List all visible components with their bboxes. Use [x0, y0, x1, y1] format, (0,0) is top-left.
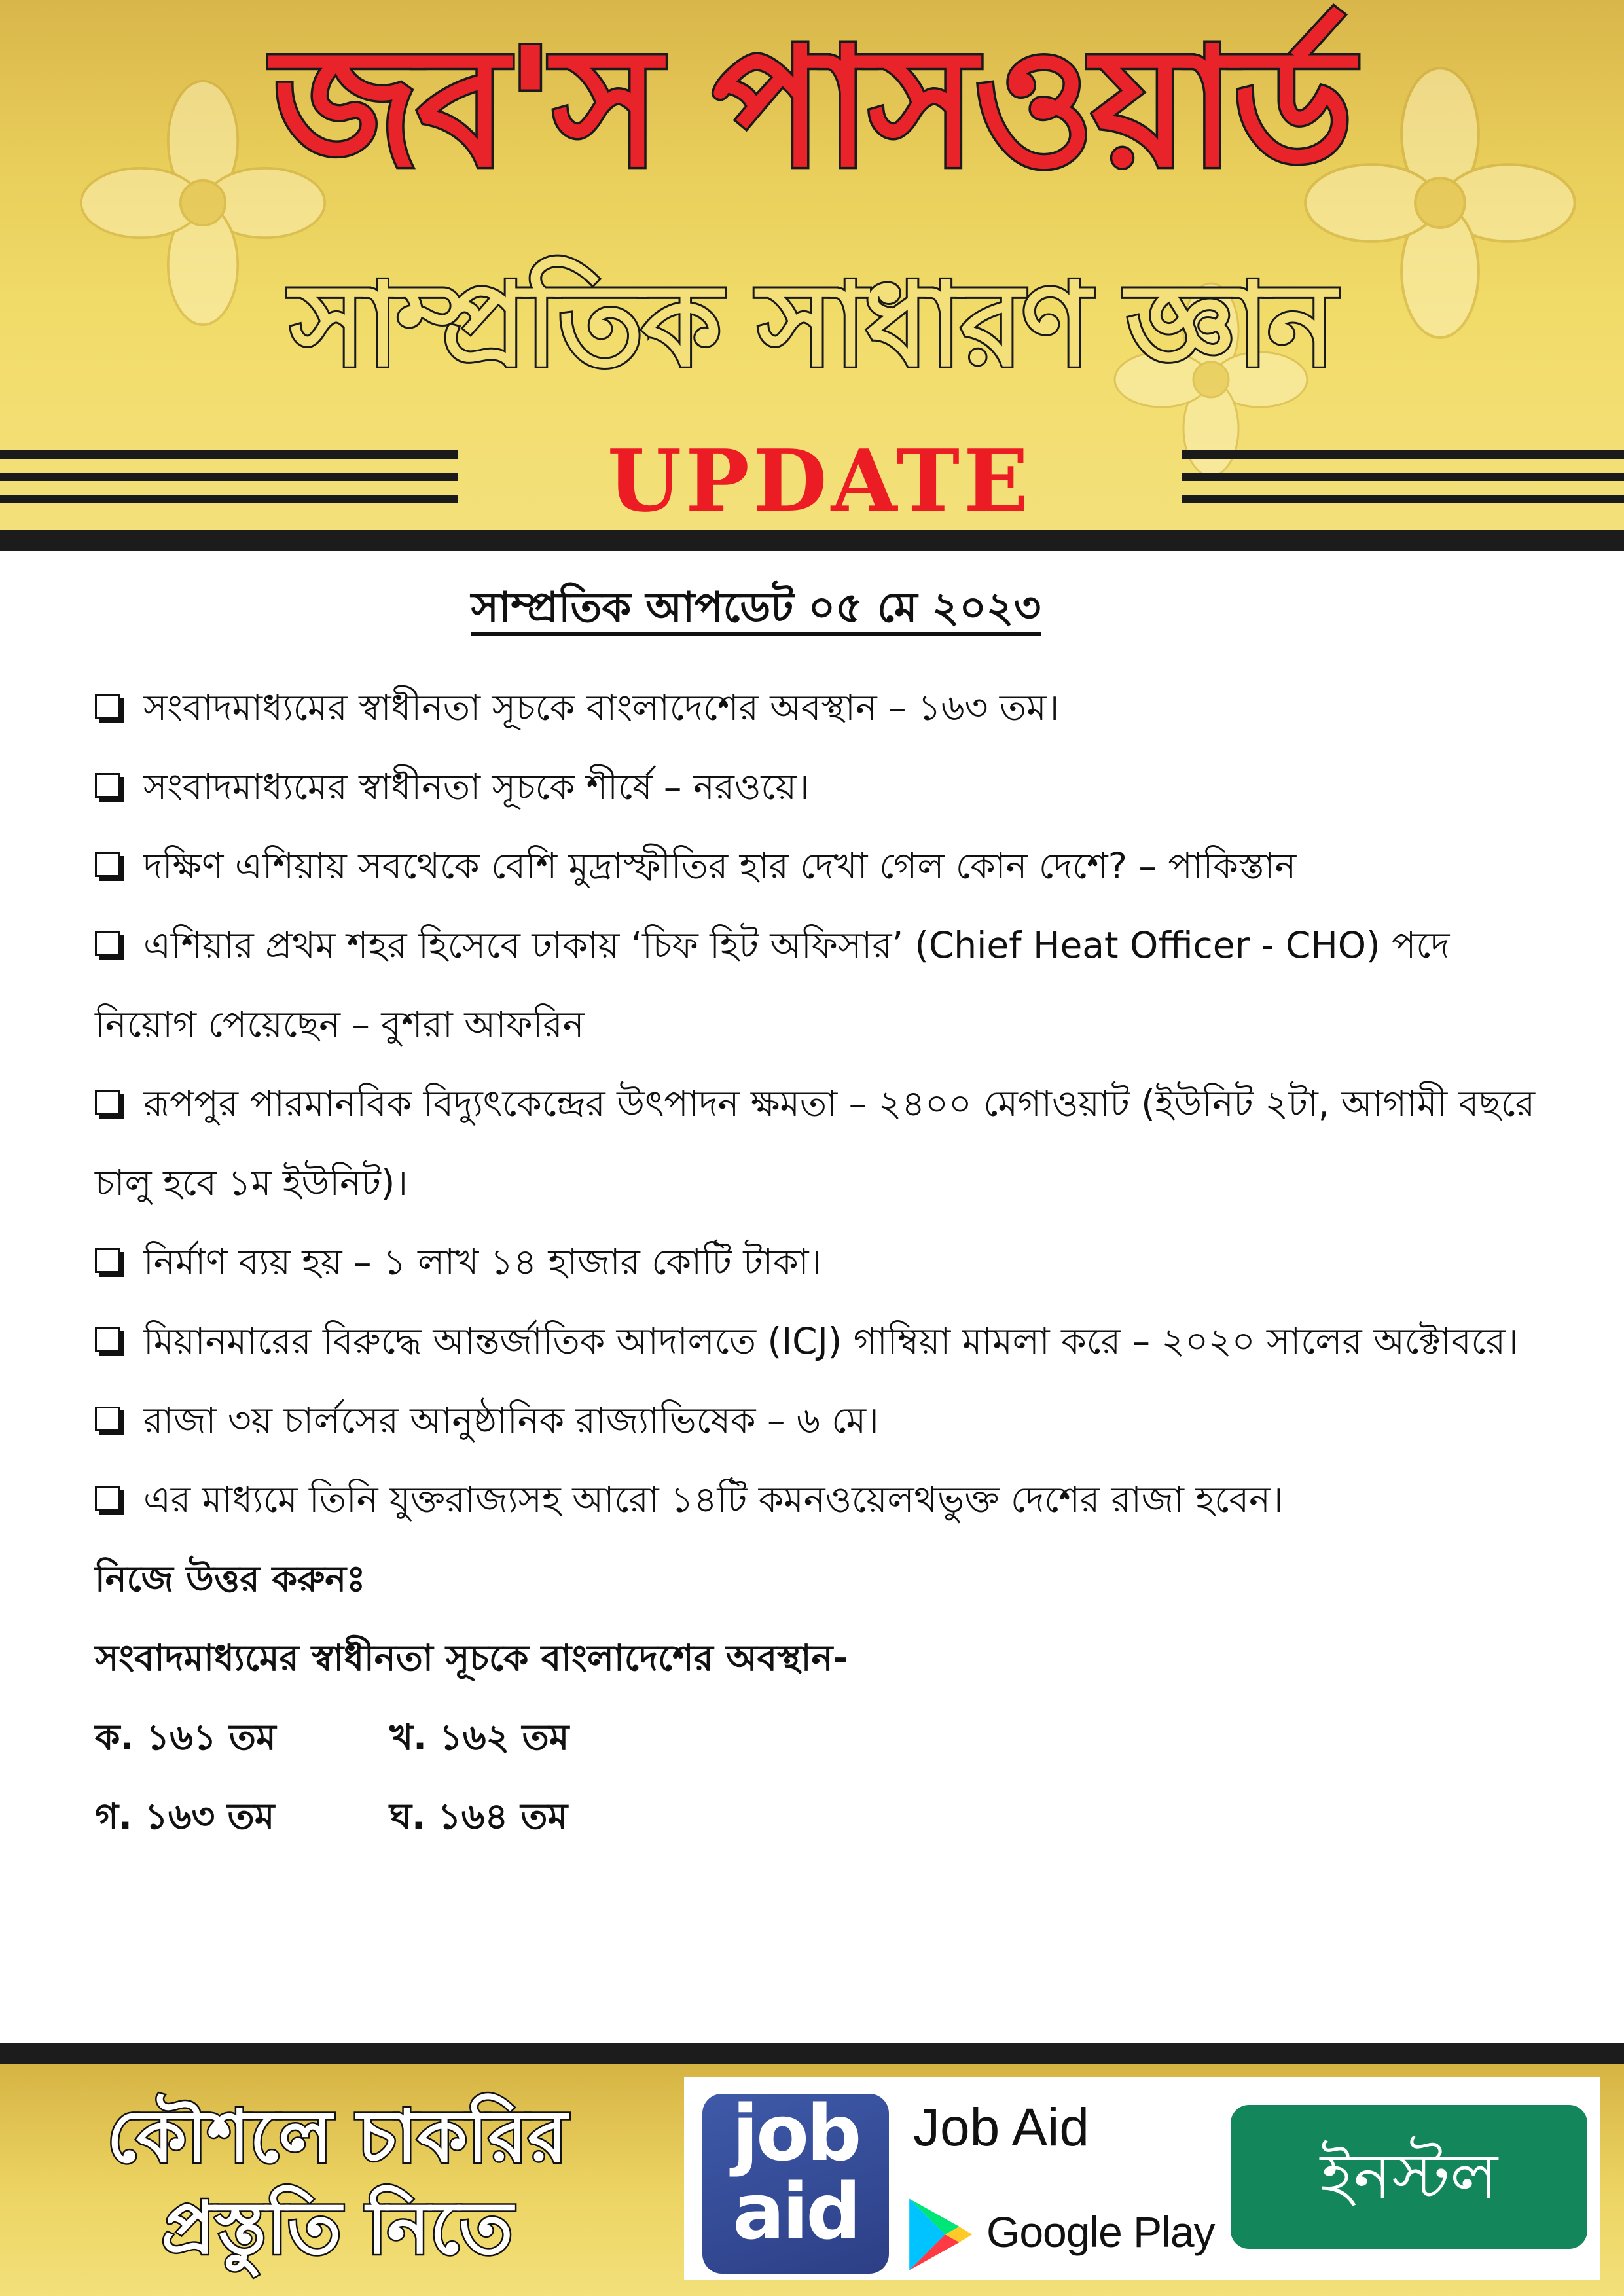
list-item: নির্মাণ ব্যয় হয় – ১ লাখ ১৪ হাজার কোটি টাকা।: [95, 1223, 1548, 1302]
stripes-left: [0, 450, 458, 509]
checkbox-bullet-icon: [95, 1486, 120, 1511]
checkbox-bullet-icon: [95, 931, 120, 956]
checkbox-bullet-icon: [95, 694, 120, 719]
quiz-option-a: ক. ১৬১ তম: [95, 1716, 276, 1758]
app-logo-bottom-text: aid: [732, 2166, 859, 2257]
quiz-option-d: ঘ. ১৬৪ তম: [389, 1795, 568, 1837]
list-item: রাজা ৩য় চার্লসের আনুষ্ঠানিক রাজ্যাভিষেক – ৬ মে।: [95, 1381, 1548, 1460]
brand-title: জব'স পাসওয়ার্ড: [273, 12, 1351, 203]
store-name: Google Play: [986, 2208, 1215, 2256]
footer-divider: [0, 2043, 1624, 2064]
checkbox-bullet-icon: [95, 773, 120, 798]
checkbox-bullet-icon: [95, 1090, 120, 1115]
checkbox-bullet-icon: [95, 1327, 120, 1352]
list-item: মিয়ানমারের বিরুদ্ধে আন্তর্জাতিক আদালতে (ICJ) গাম্বিয়া মামলা করে – ২০২০ সালের অক্টোবরে।: [95, 1302, 1548, 1381]
article-body: [95, 576, 1548, 1856]
list-item: রূপপুর পারমানবিক বিদ্যুৎকেন্দ্রের উৎপাদন ক্ষমতা – ২৪০০ মেগাওয়াট (ইউনিট ২টা, আগামী বছরে চালু হবে ১ম ইউনিট)।: [95, 1083, 1535, 1204]
app-name: Job Aid: [913, 2098, 1089, 2157]
list-item: সংবাদমাধ্যমের স্বাধীনতা সূচকে শীর্ষে – নরওয়ে।: [95, 747, 1548, 827]
update-badge: UPDATE: [607, 431, 1033, 530]
checkbox-bullet-icon: [95, 1407, 120, 1431]
list-item: এর মাধ্যমে তিনি যুক্তরাজ্যসহ আরো ১৪টি কমনওয়েলথভুক্ত দেশের রাজা হবেন।: [95, 1460, 1548, 1539]
checkbox-bullet-icon: [95, 852, 120, 877]
stripes-right: [1182, 450, 1624, 509]
quiz-option-c: গ. ১৬৩ তম: [95, 1795, 275, 1837]
app-ad-card[interactable]: [684, 2077, 1600, 2280]
header-banner: [0, 0, 1624, 530]
quiz-option-b: খ. ১৬২ তম: [389, 1716, 569, 1758]
footer-banner: [0, 2064, 1624, 2296]
footer-tagline: [26, 2090, 648, 2274]
header-divider: [0, 530, 1624, 551]
list-item: এশিয়ার প্রথম শহর হিসেবে ঢাকায় ‘চিফ হিট অফিসার’ (Chief Heat Officer - CHO) পদে নিয়োগ পেয়েছেন – বুশরা আফরিন: [95, 924, 1450, 1045]
quiz-question: সংবাদমাধ্যমের স্বাধীনতা সূচকে বাংলাদেশের অবস্থান-: [95, 1637, 848, 1679]
page-title: সাম্প্রতিক আপডেট ০৫ মে ২০২৩: [471, 584, 1041, 632]
quiz-options: [95, 1698, 1548, 1856]
install-button[interactable]: ইনস্টল: [1231, 2105, 1587, 2249]
footer-tagline-line2: প্রস্তুতি নিতে: [161, 2186, 513, 2270]
brand-subtitle: সাম্প্রতিক সাধারণ জ্ঞান: [290, 259, 1334, 392]
checkbox-bullet-icon: [95, 1248, 120, 1273]
app-logo[interactable]: [702, 2088, 889, 2274]
app-logo-top-text: job: [732, 2088, 859, 2178]
google-play-icon: [903, 2195, 975, 2274]
list-item: সংবাদমাধ্যমের স্বাধীনতা সূচকে বাংলাদেশের অবস্থান – ১৬৩ তম।: [95, 668, 1548, 747]
list-item: দক্ষিণ এশিয়ায় সবথেকে বেশি মুদ্রাস্ফীতির হার দেখা গেল কোন দেশে? – পাকিস্তান: [95, 827, 1548, 906]
footer-tagline-line1: কৌশলে চাকরির: [107, 2094, 568, 2178]
quiz-heading: নিজে উত্তর করুনঃ: [95, 1558, 366, 1600]
